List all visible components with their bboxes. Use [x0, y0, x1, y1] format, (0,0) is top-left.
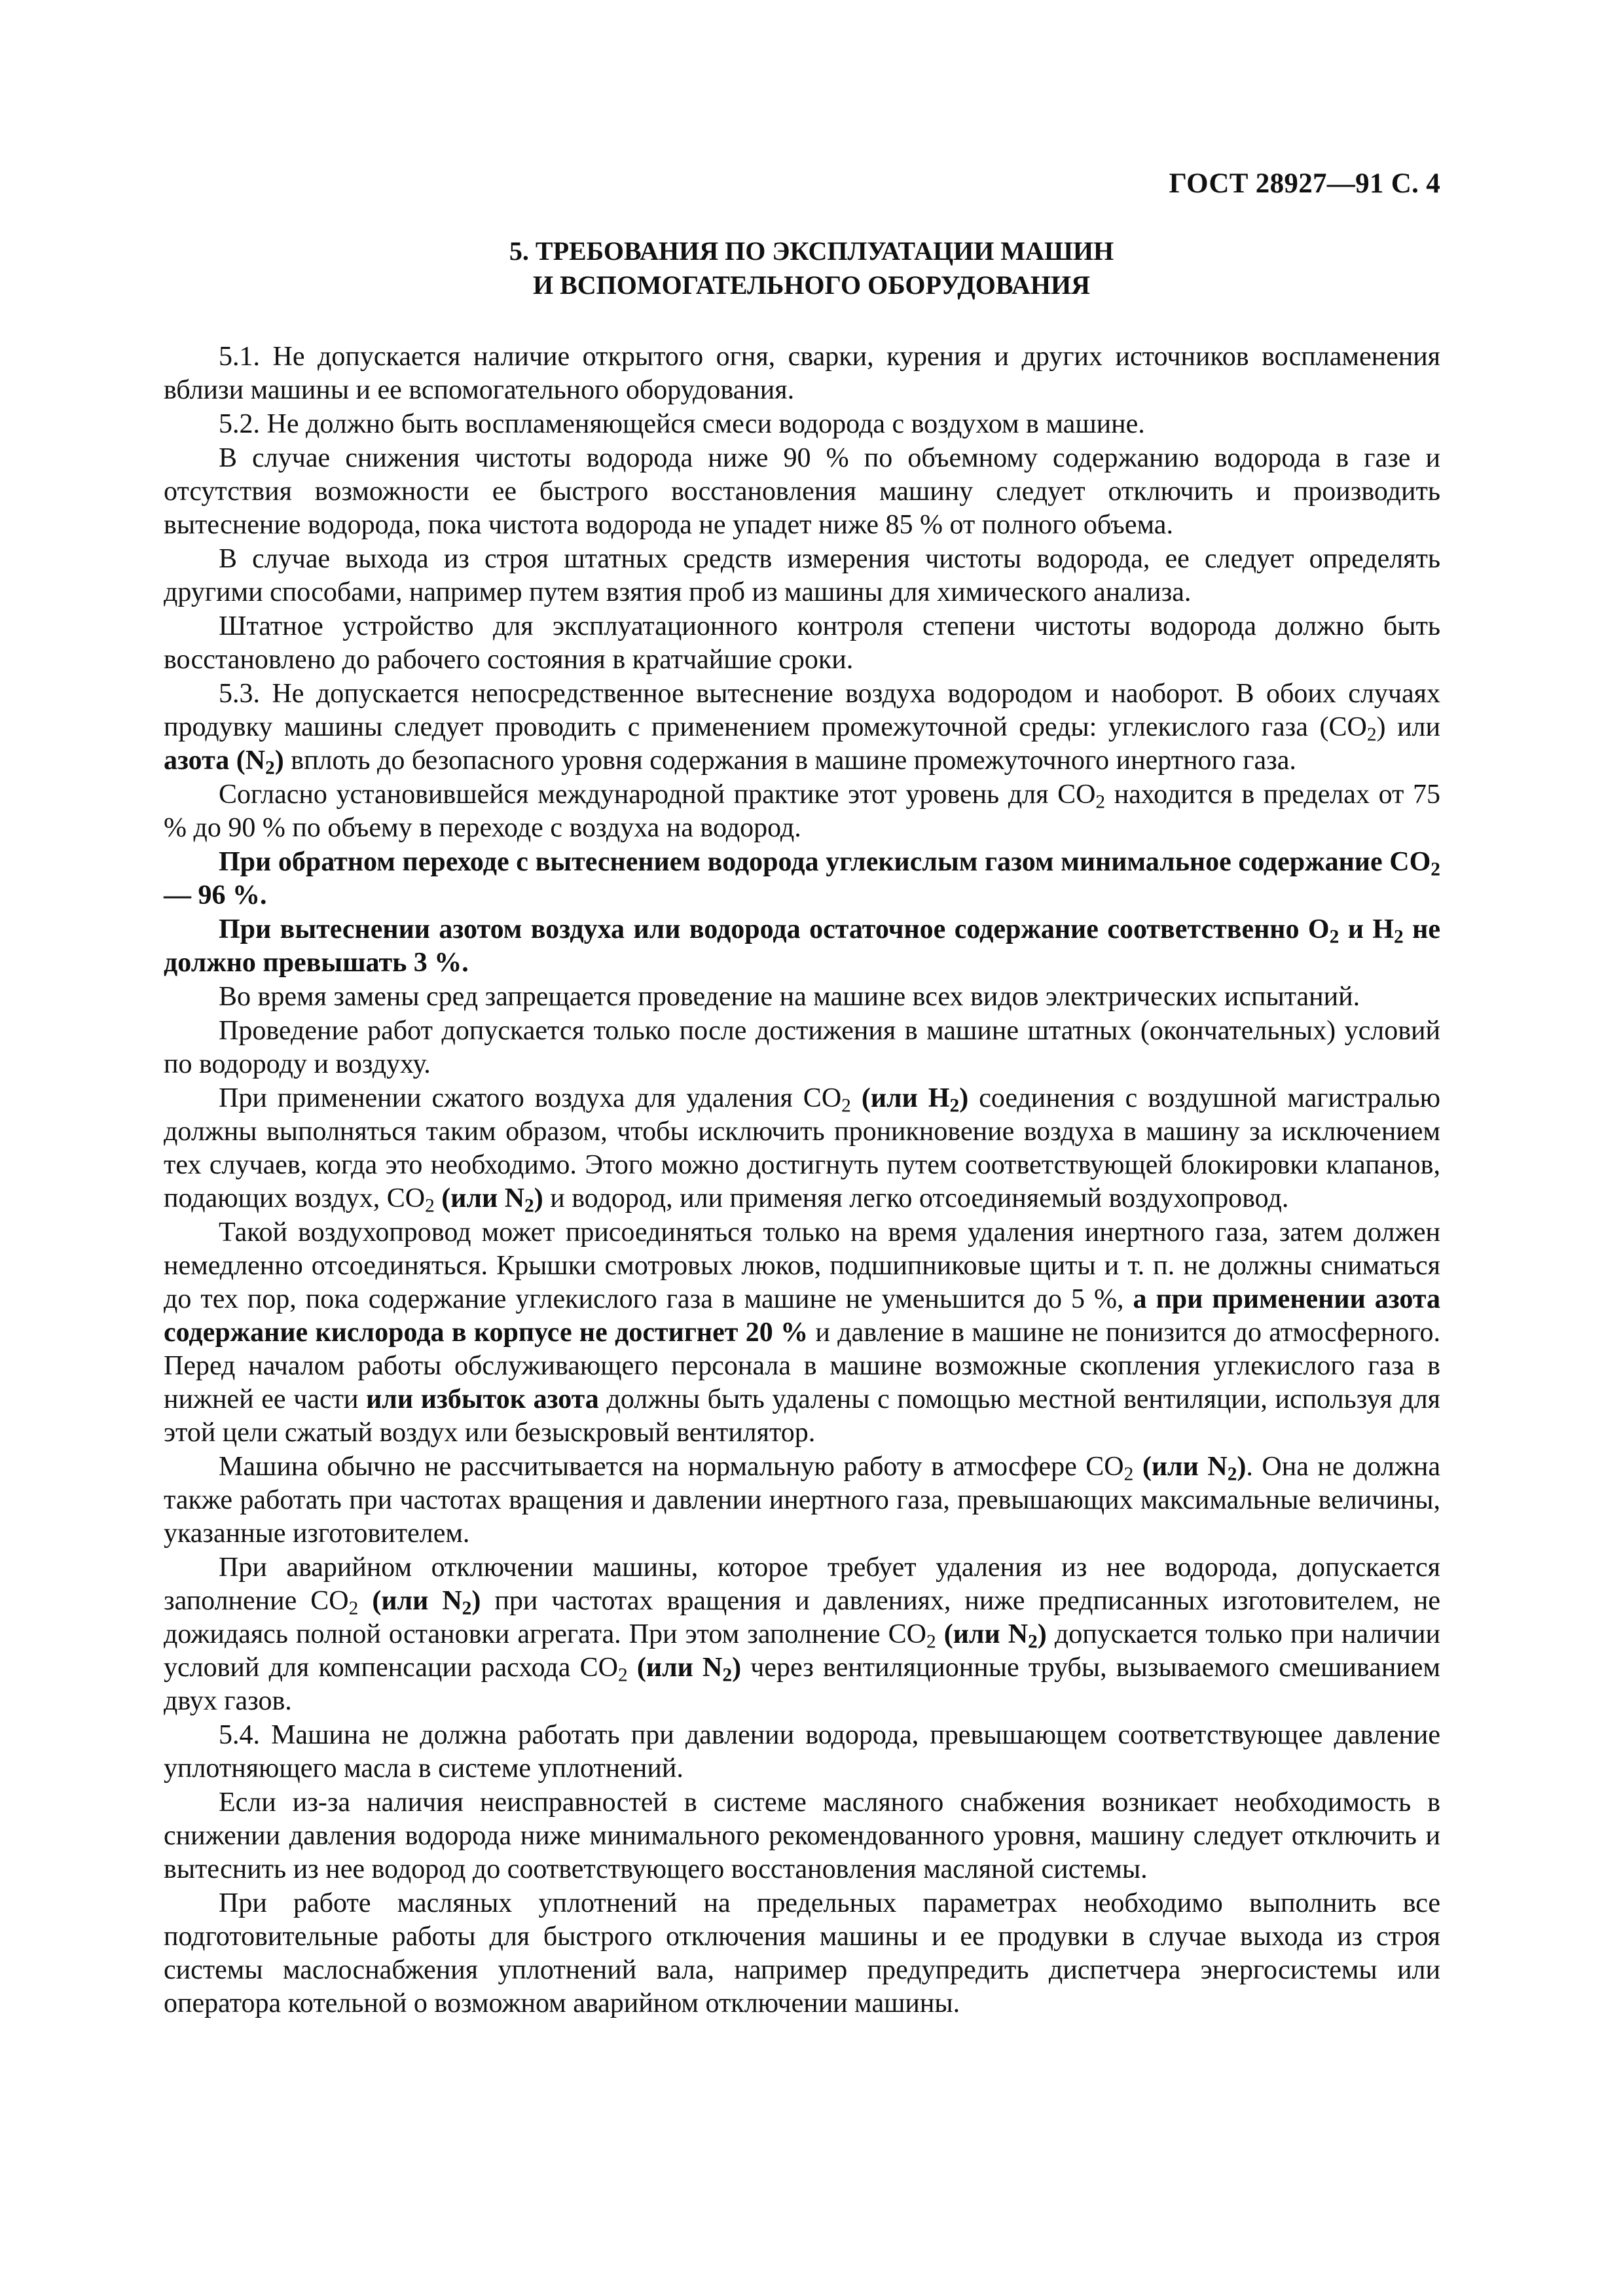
paragraph-hydrogen-purity: В случае снижения чистоты водорода ниже 90 % по объемному содержанию водорода в газе и отсутствия возможности ее быстрого восстановления машину следует отключить и производить вытеснение водорода, пока чистота водорода не упадет ниже 85 % от полного объема.: [164, 443, 1440, 540]
paragraph-compressed-air: [164, 1082, 1440, 1215]
subscript: 2: [949, 1095, 960, 1117]
document-body: [164, 340, 1440, 2021]
section-title: [0, 234, 1623, 302]
section-title-line-2: И ВСПОМОГАТЕЛЬНОГО ОБОРУДОВАНИЯ: [532, 270, 1091, 300]
section-title-line-1: 5. ТРЕБОВАНИЯ ПО ЭКСПЛУАТАЦИИ МАШИН: [509, 236, 1114, 266]
subscript: 2: [524, 1195, 534, 1217]
paragraph-international-practice: [164, 778, 1440, 845]
text-fragment: Согласно установившейся международной практике этот уровень для CO: [219, 780, 1096, 810]
bold-fragment: [164, 745, 284, 779]
text-fragment: 5.3. Не допускается непосредственное вытеснение воздуха водородом и наоборот. В обоих случаях продувку машины следует проводить с применением промежуточной среды: углекислого газа (CO: [164, 679, 1440, 742]
subscript: 2: [348, 1598, 359, 1619]
bold-fragment: [358, 1586, 481, 1619]
subscript: 2: [722, 1664, 733, 1686]
text-fragment: (или N: [1133, 1452, 1228, 1482]
text-fragment: допускается только при наличии условий для компенсации расхода CO: [164, 1619, 1441, 1683]
paragraph-emergency-shutdown: [164, 1551, 1440, 1718]
text-fragment: и давление в машине не понизится до атмосферного. Перед началом работы обслуживающего персонала в машине возможные скопления углекислого газа в нижней ее части: [164, 1318, 1440, 1414]
text-fragment: ): [534, 1183, 543, 1213]
paragraph-co2-atmosphere: [164, 1450, 1440, 1551]
subscript: 2: [1227, 1463, 1237, 1485]
text-fragment: ): [732, 1653, 742, 1683]
bold-fragment: [936, 1619, 1047, 1653]
paragraph-works-allowed: Проведение работ допускается только после достижения в машине штатных (окончательных) условий по водороду и воздуху.: [164, 1016, 1440, 1079]
subscript: 2: [1431, 859, 1440, 880]
subscript: 2: [425, 1195, 435, 1217]
bold-fragment: [434, 1183, 543, 1217]
paragraph-nitrogen-residual: [164, 913, 1440, 980]
subscript: 2: [926, 1631, 936, 1653]
subscript: 2: [265, 757, 275, 779]
text-fragment: через вентиляционные трубы, вызываемого смешиванием двух газов.: [164, 1653, 1440, 1716]
subscript: 2: [1366, 724, 1377, 745]
text-fragment: (или N: [358, 1586, 462, 1616]
text-fragment: (или N: [627, 1653, 723, 1683]
bold-fragment: [850, 1083, 969, 1117]
bold-fragment: или избыток азота: [366, 1384, 599, 1414]
subscript: 2: [618, 1664, 628, 1686]
paragraph-air-duct: [164, 1216, 1440, 1450]
text-fragment: соединения с воздушной магистралью должны выполняться таким образом, чтобы исключить проникновение воздуха в машину за исключением тех случаев, когда это необходимо. Этого можно достигнуть путем соответствующей блокировки клапанов, подающих воздух, CO: [164, 1083, 1440, 1213]
paragraph-5-3: [164, 677, 1440, 778]
text-fragment: При обратном переходе с вытеснением водорода углекислым газом минимальное содержание CO: [219, 847, 1431, 877]
bold-fragment: [164, 847, 1440, 910]
text-fragment: При применении сжатого воздуха для удаления CO: [219, 1083, 842, 1113]
text-fragment: . Она не должна также работать при частотах вращения и давлении инертного газа, превышающих максимальные величины, указанные изготовителем.: [164, 1452, 1440, 1549]
paragraph-5-4: 5.4. Машина не должна работать при давлении водорода, превышающем соответствующее давление уплотняющего масла в системе уплотнений.: [164, 1720, 1440, 1784]
text-fragment: не должно превышать 3 %.: [164, 914, 1441, 978]
subscript: 2: [1028, 1631, 1038, 1653]
page-header: ГОСТ 28927—91 С. 4: [1169, 168, 1440, 199]
text-fragment: азота (N: [164, 745, 266, 776]
bold-fragment: а при применении азота содержание кислорода в корпусе не достигнет 20 %: [164, 1284, 1440, 1348]
text-fragment: вплоть до безопасного уровня содержания в машине промежуточного инертного газа.: [283, 745, 1296, 776]
text-fragment: — 96 %.: [164, 880, 267, 910]
paragraph-measurement-failure: В случае выхода из строя штатных средств измерения чистоты водорода, ее следует определять другими способами, например путем взятия проб из машины для химического анализа.: [164, 544, 1440, 607]
text-fragment: и водород, или применяя легко отсоединяемый воздухопровод.: [543, 1183, 1289, 1213]
text-fragment: Такой воздухопровод может присоединяться только на время удаления инертного газа, затем должен немедленно отсоединяться. Крышки смотровых люков, подшипниковые щиты и т. п. не должны сниматься до тех пор, пока содержание углекислого газа в машине не уменьшится до 5 %,: [164, 1217, 1440, 1314]
text-fragment: ): [471, 1586, 481, 1616]
subscript: 2: [1123, 1463, 1134, 1485]
text-fragment: при частотах вращения и давлениях, ниже предписанных изготовителем, не дожидаясь полной остановки агрегата. При этом заполнение CO: [164, 1586, 1440, 1649]
text-fragment: находится в пределах от 75 % до 90 % по объему в переходе с воздуха на водород.: [164, 780, 1440, 843]
paragraph-oil-seals: При работе масляных уплотнений на предельных параметрах необходимо выполнить все подготовительные работы для быстрого отключения машины и ее продувки в случае выхода из строя системы маслоснабжения уплотнений вала, например предупредить диспетчера энергосистемы или оператора котельной о возможном аварийном отключении машины.: [164, 1888, 1440, 2018]
text-fragment: ) или: [1376, 712, 1440, 742]
subscript: 2: [1095, 791, 1106, 813]
text-fragment: (или N: [936, 1619, 1029, 1649]
text-fragment: ): [274, 745, 284, 776]
paragraph-oil-supply: Если из-за наличия неисправностей в системе масляного снабжения возникает необходимость в снижении давления водорода ниже минимального рекомендованного уровня, машину следует отключить и вытеснить из нее водород до соответствующего восстановления масляной системы.: [164, 1787, 1440, 1884]
text-fragment: При аварийном отключении машины, которое требует удаления из нее водорода, допускается заполнение CO: [164, 1552, 1440, 1616]
paragraph-reverse-transition: [164, 846, 1440, 912]
bold-fragment: [164, 914, 1440, 978]
subscript: 2: [841, 1095, 851, 1117]
bold-fragment: [627, 1653, 742, 1686]
subscript: 2: [1394, 926, 1404, 948]
text-fragment: При вытеснении азотом воздуха или водорода остаточное содержание соответственно O: [219, 914, 1330, 944]
subscript: 2: [1329, 926, 1340, 948]
paragraph-5-1: 5.1. Не допускается наличие открытого огня, сварки, курения и других источников воспламенения вблизи машины и ее вспомогательного оборудования.: [164, 342, 1440, 405]
text-fragment: должны быть удалены с помощью местной вентиляции, используя для этой цели сжатый воздух или безыскровый вентилятор.: [164, 1384, 1440, 1448]
bold-fragment: [1133, 1452, 1247, 1485]
text-fragment: (или H: [850, 1083, 950, 1113]
text-fragment: Машина обычно не рассчитывается на нормальную работу в атмосфере CO: [219, 1452, 1124, 1482]
paragraph-5-2: 5.2. Не должно быть воспламеняющейся смеси водорода с воздухом в машине.: [219, 409, 1145, 439]
paragraph-electrical-tests: Во время замены сред запрещается проведение на машине всех видов электрических испытаний.: [219, 982, 1360, 1012]
text-fragment: ): [959, 1083, 969, 1113]
text-fragment: ): [1237, 1452, 1247, 1482]
subscript: 2: [462, 1598, 472, 1619]
text-fragment: (или N: [434, 1183, 525, 1213]
text-fragment: ): [1037, 1619, 1047, 1649]
text-fragment: и H: [1339, 914, 1395, 944]
paragraph-control-device: Штатное устройство для эксплуатационного контроля степени чистоты водорода должно быть восстановлено до рабочего состояния в кратчайшие сроки.: [164, 611, 1440, 675]
